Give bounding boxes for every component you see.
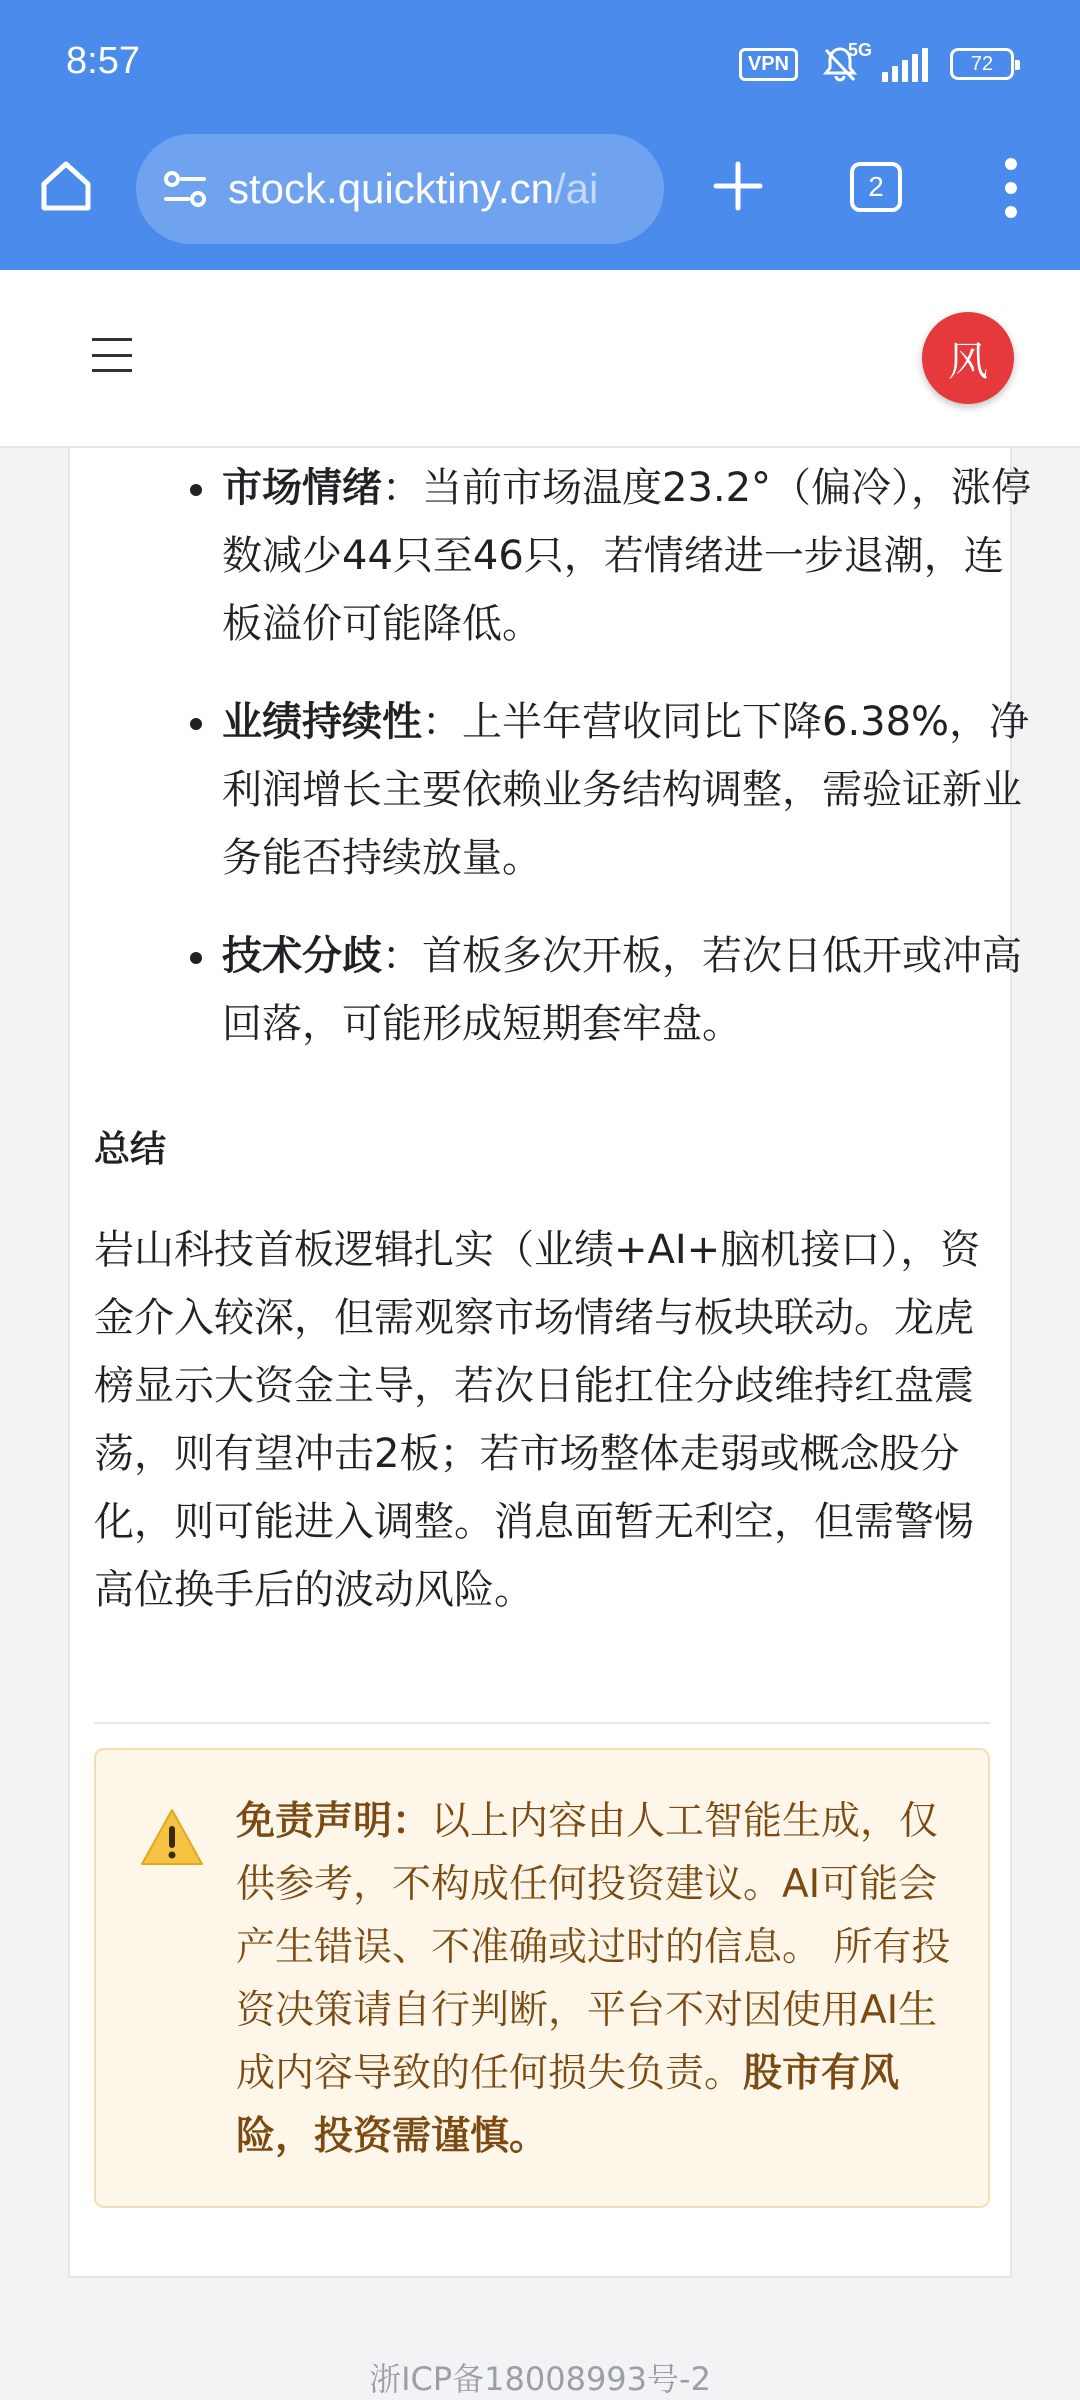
address-bar[interactable] bbox=[136, 134, 664, 244]
avatar[interactable]: 风 bbox=[922, 312, 1014, 404]
more-vert-icon[interactable] bbox=[996, 158, 1026, 218]
icp-footer[interactable]: 浙ICP备18008993号-2 bbox=[369, 2360, 711, 2398]
list-item-title: 市场情绪 bbox=[222, 465, 382, 511]
list-item-text: 当前市场温度23.2°（偏冷），涨停数减少44只至46只，若情绪进一步退潮，连板溢价可能降低。 bbox=[222, 465, 1032, 647]
signal-icon bbox=[848, 40, 928, 82]
list-item-sep: ： bbox=[382, 933, 422, 979]
disclaimer-text bbox=[236, 1790, 956, 2168]
summary-text: 岩山科技首板逻辑扎实（业绩+AI+脑机接口），资金介入较深，但需观察市场情绪与板块联动。龙虎榜显示大资金主导，若次日能扛住分歧维持红盘震荡，则有望冲击2板；若市场整体走弱或概念股分化，则可能进入调整。消息面暂无利空，但需警惕高位换手后的波动风险。 bbox=[94, 1227, 981, 1613]
list-item-text: 上半年营收同比下降6.38%，净利润增长主要依赖业务结构调整，需验证新业务能否持续放量。 bbox=[222, 699, 1030, 881]
list-item bbox=[154, 922, 1034, 1058]
hamburger-icon[interactable] bbox=[92, 338, 132, 372]
plus-icon[interactable] bbox=[706, 154, 770, 218]
home-icon bbox=[36, 156, 96, 216]
list-item-sep: ： bbox=[422, 699, 462, 745]
browser-chrome bbox=[0, 0, 1080, 270]
list-item-sep: ： bbox=[382, 465, 422, 511]
battery-level: 72 bbox=[970, 52, 994, 75]
vpn-badge: VPN bbox=[739, 48, 798, 81]
disclaimer-box bbox=[94, 1748, 990, 2208]
status-icons bbox=[739, 40, 1014, 84]
content-card bbox=[68, 448, 1032, 2278]
status-time: 8:57 bbox=[66, 40, 140, 82]
list-item-title: 技术分歧 bbox=[222, 933, 382, 979]
url-host: stock.quicktiny.cn bbox=[228, 165, 555, 212]
warning-icon bbox=[138, 1806, 206, 1868]
battery-icon bbox=[950, 48, 1014, 80]
tab-switcher-icon[interactable] bbox=[850, 162, 902, 212]
divider bbox=[94, 1722, 990, 1724]
url-text[interactable] bbox=[228, 165, 598, 213]
disclaimer-emphasis: 股市有风险，投资需谨慎。 bbox=[236, 2051, 900, 2159]
disclaimer-body: 以上内容由人工智能生成，仅供参考，不构成任何投资建议。AI可能会产生错误、不准确或过时的信息。 所有投资决策请自行判断，平台不对因使用AI生成内容导致的任何损失负责。 bbox=[236, 1799, 951, 2096]
list-item-text: 首板多次开板，若次日低开或冲高回落，可能形成短期套牢盘。 bbox=[222, 933, 1022, 1047]
list-item bbox=[154, 688, 1034, 892]
site-header bbox=[0, 270, 1080, 448]
summary-heading: 总结 bbox=[94, 1129, 167, 1170]
disclaimer-label: 免责声明： bbox=[236, 1799, 432, 1844]
home-button[interactable] bbox=[32, 152, 100, 220]
network-type: 5G bbox=[848, 40, 873, 60]
list-item bbox=[154, 454, 1034, 658]
site-settings-icon[interactable] bbox=[158, 162, 212, 216]
url-path: /ai bbox=[554, 165, 599, 212]
list-item-title: 业绩持续性 bbox=[222, 699, 422, 745]
tab-count: 2 bbox=[868, 171, 884, 202]
